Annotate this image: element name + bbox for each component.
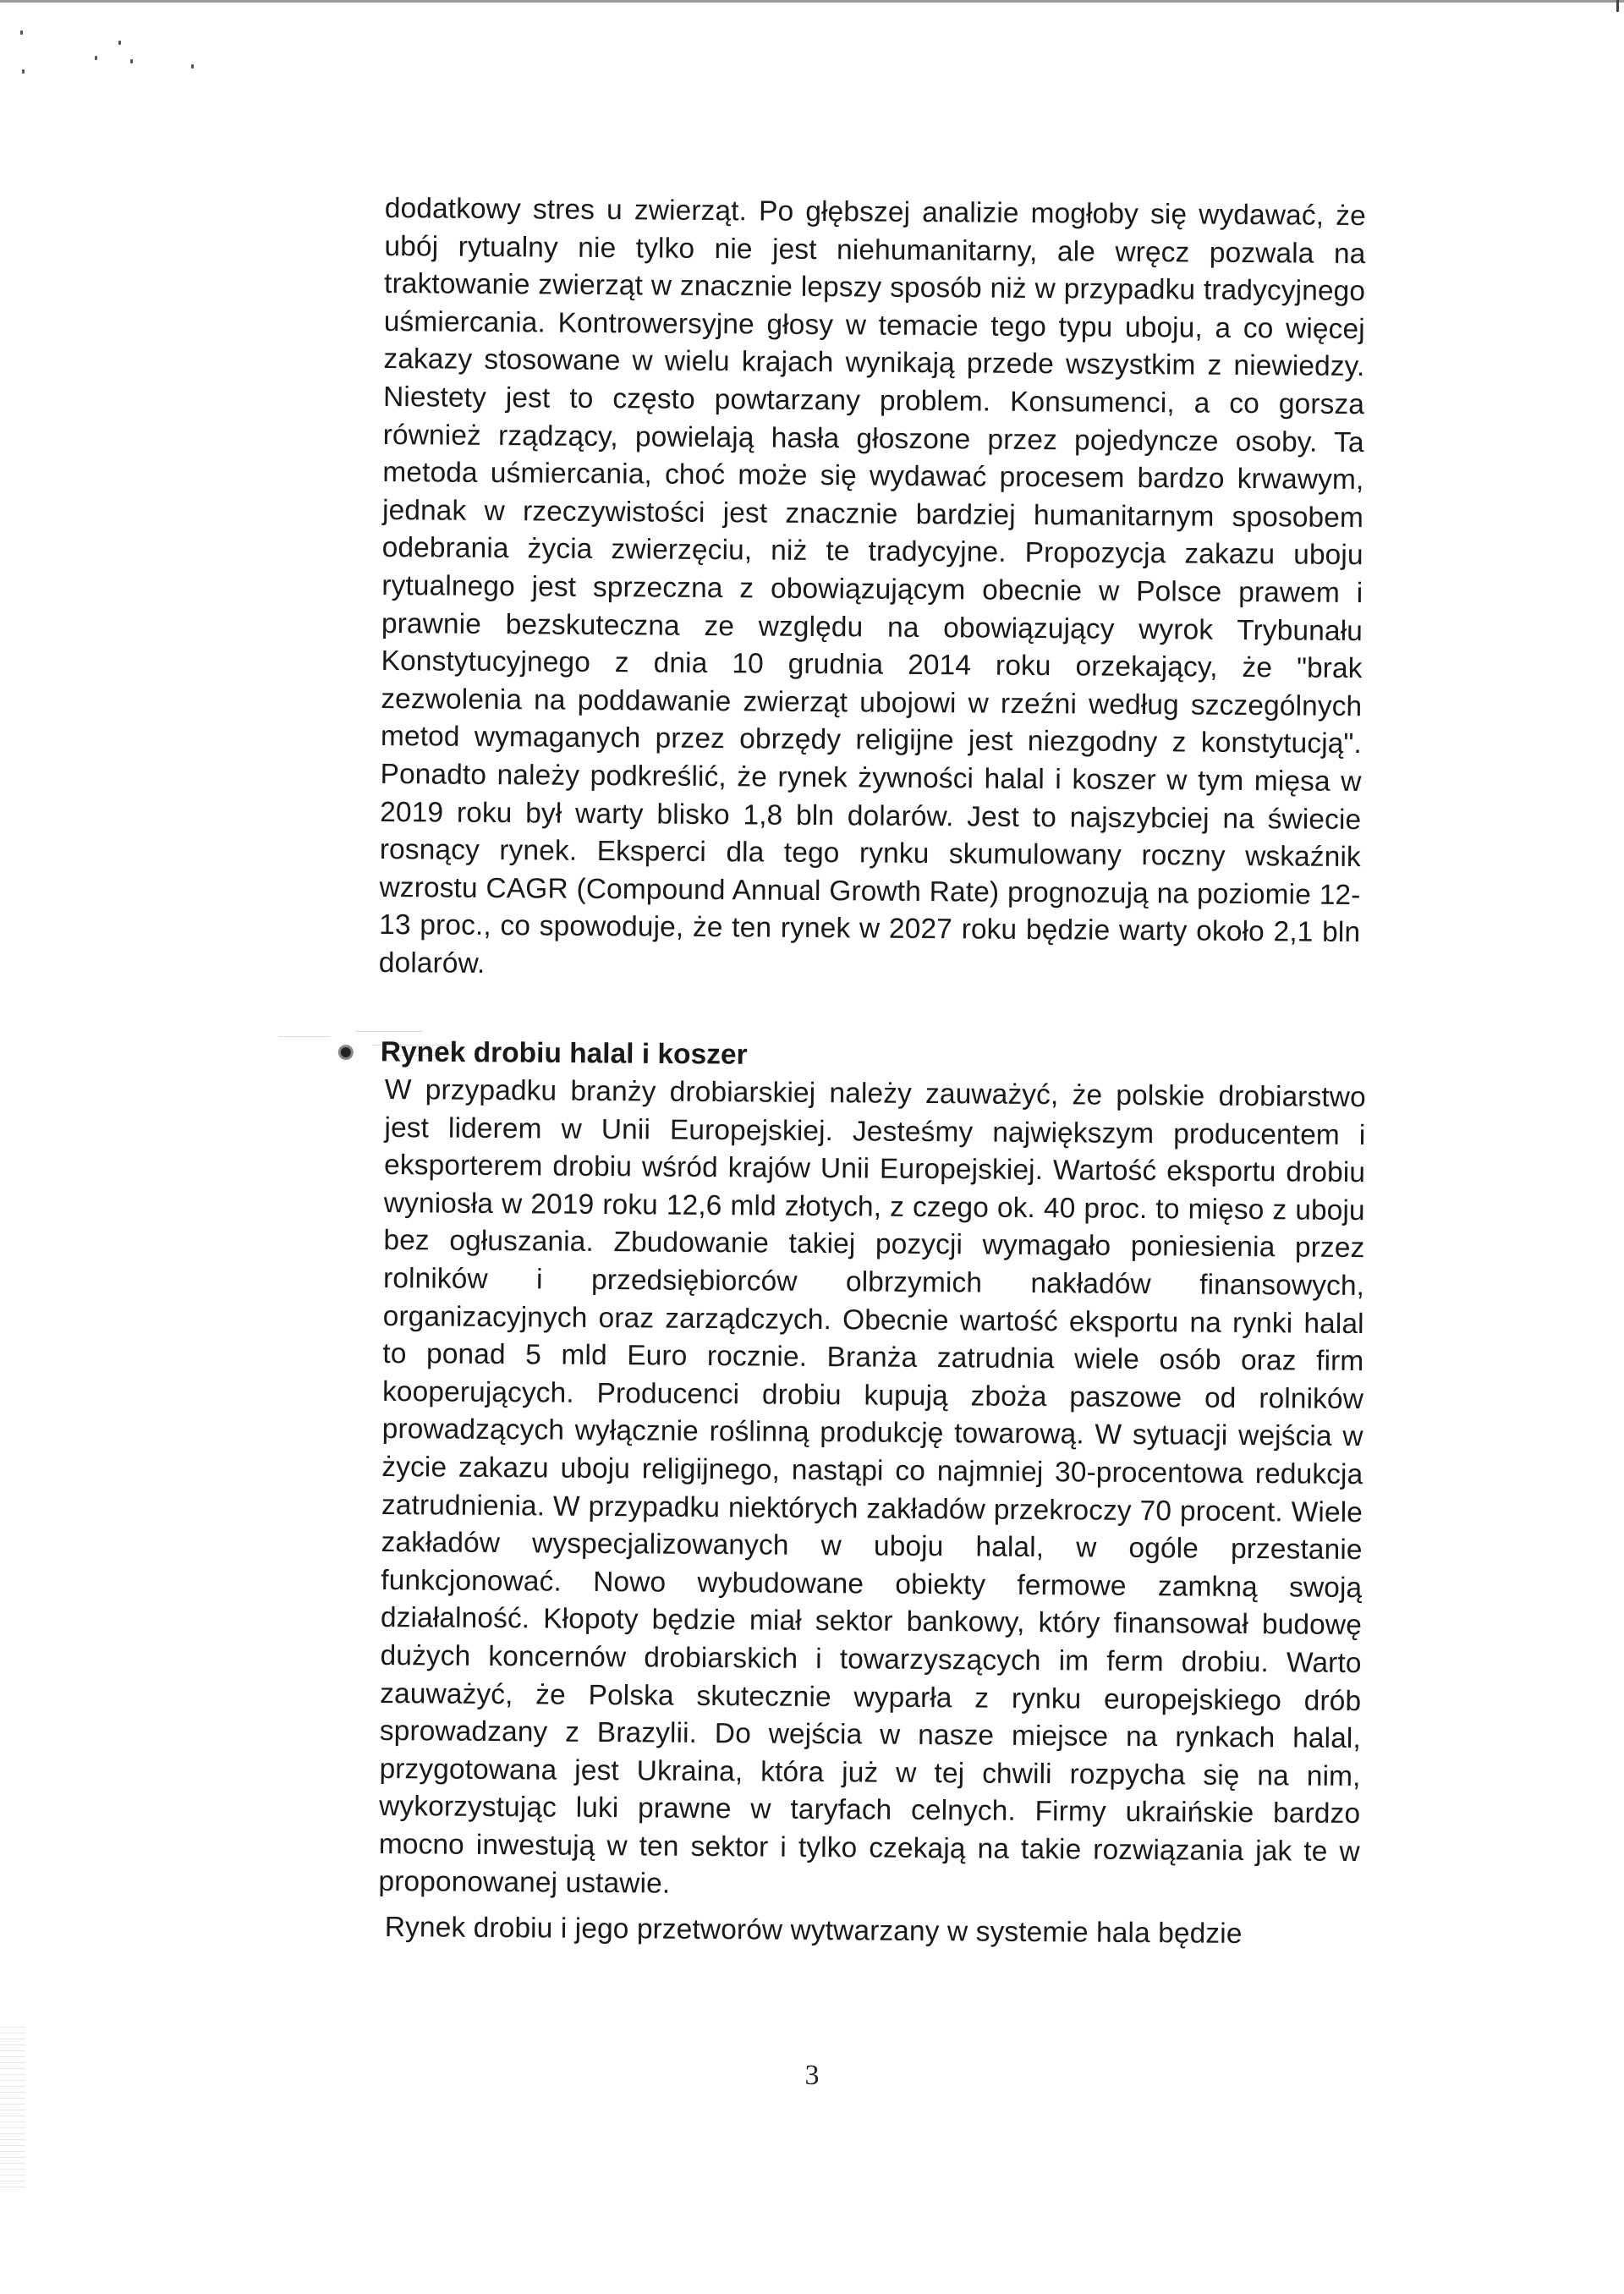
body-paragraph: dodatkowy stres u zwierząt. Po głębszej analizie mogłoby się wydawać, że ubój rytualny nie tylko nie jest niehumanitarny, ale wręcz pozwala na traktowanie zwierząt w znacznie lepszy sposób niż w przypadku tradycyjnego uśmiercania. Kontrowersyjne głosy w temacie tego typu uboju, a co więcej zakazy stosowane w wielu krajach wynikają przede wszystkim z niewiedzy. Niestety jest to często powtarzany problem. Konsumenci, a co gorsza również rządzący, powielają hasła głoszone przez pojedyncze osoby. Ta metoda uśmiercania, choć może się wydawać procesem bardzo krwawym, jednak w rzeczywistości jest znacznie bardziej humanitarnym sposobem odebrania życia zwierzęciu, niż te tradycyjne. Propozycja zakazu uboju rytualnego jest sprzeczna z obowiązującym obecnie w Polsce prawem i prawnie bezskuteczna ze względu na obowiązujący wyrok Trybunału Konstytucyjnego z dnia 10 grudnia 2014 roku orzekający, że "brak zezwolenia na poddawanie zwierząt ubojowi w rzeźni według szczególnych metod wymaganych przez obrzędy religijne jest niezgodny z konstytucją". Ponadto należy podkreślić, że rynek żywności halal i koszer w tym mięsa w 2019 roku był warty blisko 1,8 bln dolarów. Jest to najszybciej na świecie rosnący rynek. Eksperci dla tego rynku skumulowany roczny wskaźnik wzrostu CAGR (Compound Annual Growth Rate) prognozują na poziomie 12-13 proc., co spowoduje, że ten rynek w 2027 roku będzie warty około 2,1 bln dolarów. [378, 192, 1366, 980]
scan-edge-top [0, 0, 1624, 3]
page-number: 3 [804, 2060, 820, 2091]
scan-specks [17, 25, 203, 93]
page-content [378, 190, 1366, 1950]
section-continuation-paragraph: Rynek drobiu i jego przetworów wytwarzany w systemie hala będzie [384, 1911, 1243, 1950]
section-heading-text: Rynek drobiu halal i koszer [380, 1036, 748, 1072]
section-body-paragraph: W przypadku branży drobiarskiej należy zauważyć, że polskie drobiarstwo jest liderem w Unii Europejskiej. Jesteśmy największym producentem i eksporterem drobiu wśród krajów Unii Europejskiej. Wartość eksportu drobiu wyniosła w 2019 roku 12,6 mld złotych, z czego ok. 40 proc. to mięso z uboju bez ogłuszania. Zbudowanie takiej pozycji wymagało poniesienia przez rolników i przedsiębiorców olbrzymich nakładów finansowych, organizacyjnych oraz zarządczych. Obecnie wartość eksportu na rynki halal to ponad 5 mld Euro rocznie. Branża zatrudnia wiele osób oraz firm kooperujących. Producenci drobiu kupują zboża paszowe od rolników prowadzących wyłącznie roślinną produkcję towarową. W sytuacji wejścia w życie zakazu uboju religijnego, nastąpi co najmniej 30-procentowa redukcja zatrudnienia. W przypadku niektórych zakładów przekroczy 70 procent. Wiele zakładów wyspecjalizowanych w uboju halal, w ogóle przestanie funkcjonować. Nowo wybudowane obiekty fermowe zamkną swoją działalność. Kłopoty będzie miał sektor bankowy, który finansował budowę dużych koncernów drobiarskich i towarzyszących im ferm drobiu. Warto zauważyć, że Polska skutecznie wyparła z rynku europejskiego drób sprowadzany z Brazylii. Do wejścia w nasze miejsce na rynkach halal, przygotowana jest Ukraina, która już w tej chwili rozpycha się na nim, wykorzystując luki prawne w taryfach celnych. Firmy ukraińskie bardzo mocno inwestują w ten sektor i tylko czekają na takie rozwiązania jak te w proponowanej ustawie. [378, 1074, 1366, 1901]
scan-noise [0, 2022, 25, 2191]
scan-edge-mark [1616, 0, 1619, 12]
bullet-icon [338, 1045, 354, 1060]
